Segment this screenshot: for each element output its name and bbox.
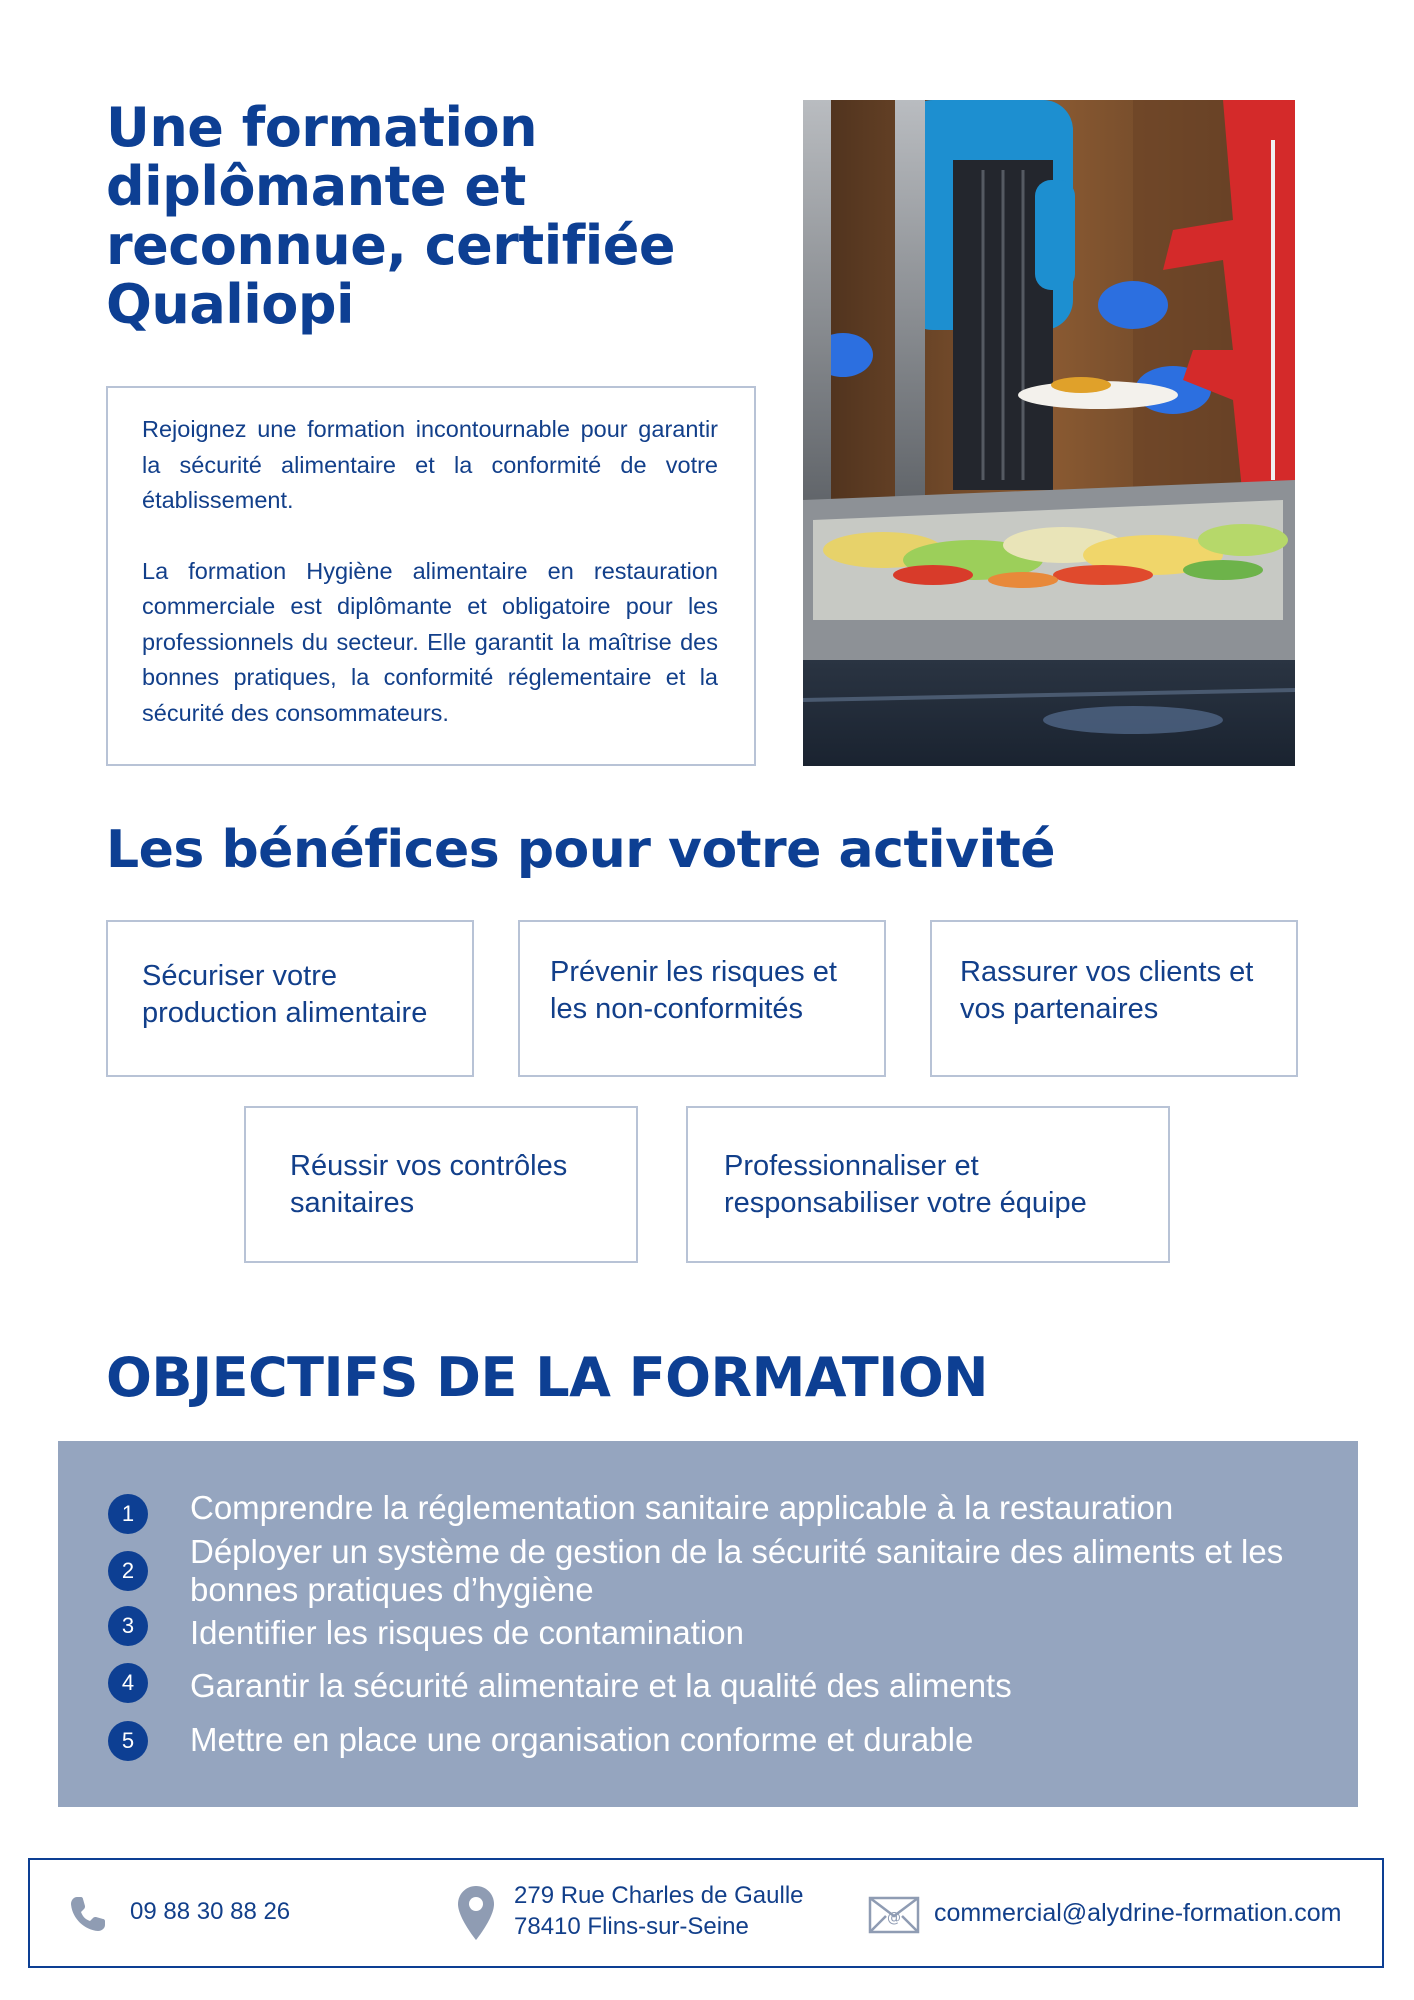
title-line: Une formation	[106, 96, 538, 159]
address-line-2: 78410 Flins-sur-Seine	[514, 1913, 749, 1940]
objective-number: 2	[108, 1551, 148, 1591]
benefit-card	[518, 920, 886, 1077]
benefit-label: Rassurer vos clients et vos partenaires	[960, 956, 1254, 1025]
email-address[interactable]: commercial@alydrine-formation.com	[934, 1899, 1342, 1927]
objective-text: Mettre en place une organisation conforme et durable	[190, 1721, 974, 1758]
benefits-heading: Les bénéfices pour votre activité	[106, 820, 1055, 880]
location-pin-icon	[456, 1884, 496, 1942]
objective-text: Comprendre la réglementation sanitaire applicable à la restauration	[190, 1489, 1174, 1526]
objective-number: 5	[108, 1721, 148, 1761]
buffet-photo	[803, 100, 1295, 766]
objective-text: Identifier les risques de contamination	[190, 1614, 744, 1651]
objective-number: 4	[108, 1663, 148, 1703]
intro-box	[106, 386, 756, 766]
address-line-1: 279 Rue Charles de Gaulle	[514, 1882, 804, 1909]
objective-number: 3	[108, 1606, 148, 1646]
objective-number: 1	[108, 1494, 148, 1534]
contact-footer	[28, 1858, 1384, 1968]
objectives-heading: OBJECTIFS DE LA FORMATION	[106, 1346, 988, 1409]
title-line: reconnue, certifiée	[106, 214, 675, 277]
buffet-photo-illustration	[803, 100, 1295, 766]
benefit-card	[244, 1106, 638, 1263]
benefit-label: Prévenir les risques et les non-conformités	[550, 956, 837, 1025]
intro-paragraph-2: La formation Hygiène alimentaire en restauration commerciale est diplômante et obligatoire pour les professionnels du secteur. Elle garantit la maîtrise des bonnes pratiques, la conformité réglementaire et la sécurité des consommateurs.	[142, 557, 718, 726]
objective-text: Déployer un système de gestion de la sécurité sanitaire des aliments et les bonnes pratiques d’hygiène	[190, 1533, 1284, 1608]
phone-icon	[68, 1894, 108, 1934]
address	[514, 1880, 804, 1942]
objective-text: Garantir la sécurité alimentaire et la qualité des aliments	[190, 1667, 1012, 1704]
benefit-card	[686, 1106, 1170, 1263]
benefit-card	[930, 920, 1298, 1077]
phone-number[interactable]: 09 88 30 88 26	[130, 1898, 291, 1925]
page-title	[106, 98, 726, 334]
benefit-label: Sécuriser votre production alimentaire	[142, 960, 428, 1029]
email-icon	[868, 1896, 920, 1934]
benefit-card	[106, 920, 474, 1077]
intro-paragraph-1: Rejoignez une formation incontournable pour garantir la sécurité alimentaire et la conformité de votre établissement.	[142, 416, 718, 513]
svg-text:@: @	[887, 1910, 901, 1926]
benefit-label: Professionnaliser et responsabiliser votre équipe	[724, 1150, 1087, 1219]
benefit-label: Réussir vos contrôles sanitaires	[290, 1150, 568, 1219]
title-line: Qualiopi	[106, 273, 355, 336]
title-line: diplômante et	[106, 155, 526, 218]
objectives-panel	[58, 1441, 1358, 1807]
